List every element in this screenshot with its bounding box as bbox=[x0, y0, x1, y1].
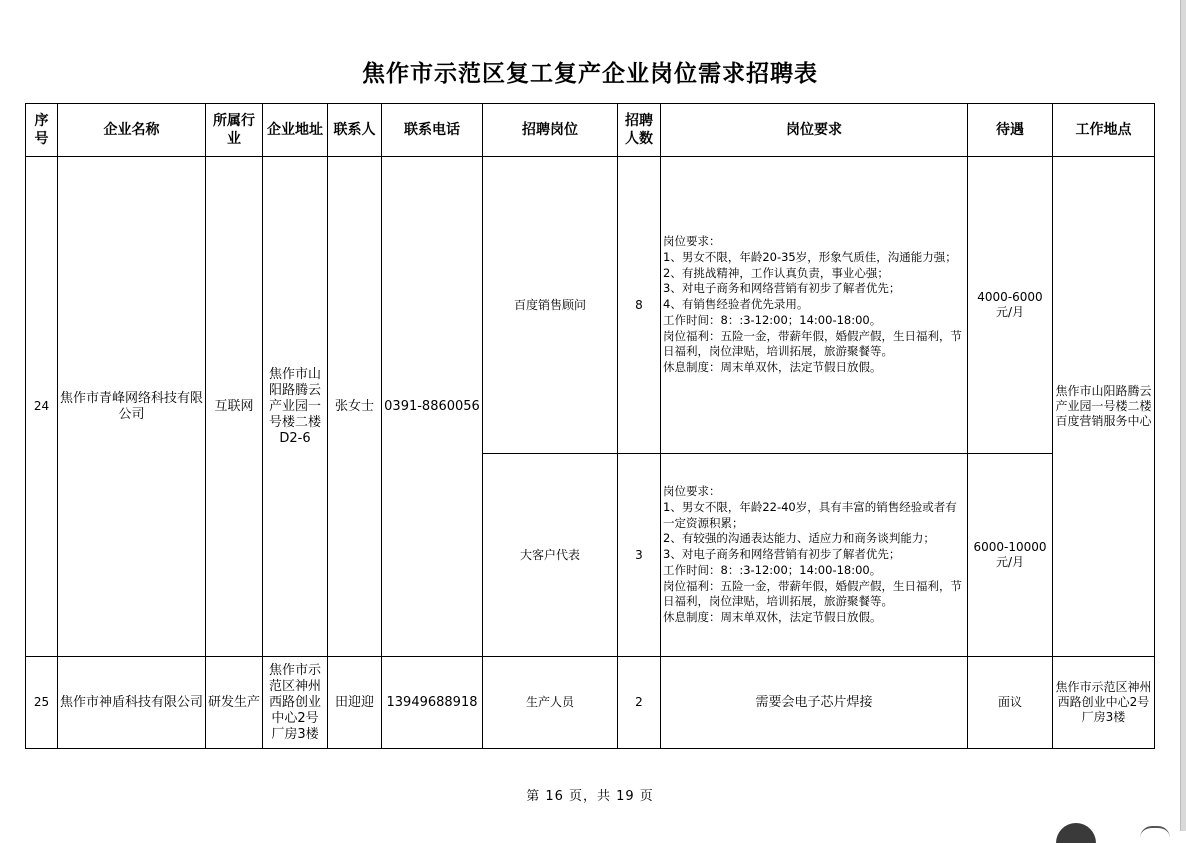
requirement-line: 工作时间：8：:3-12:00；14:00-18:00。 bbox=[663, 312, 882, 327]
header-contact: 联系人 bbox=[328, 104, 382, 157]
contact-phone: 13949688918 bbox=[382, 657, 483, 749]
position-count: 3 bbox=[618, 454, 661, 657]
company-name: 焦作市神盾科技有限公司 bbox=[58, 657, 206, 749]
header-location: 工作地点 bbox=[1053, 104, 1155, 157]
salary: 面议 bbox=[968, 657, 1053, 749]
position-title: 大客户代表 bbox=[483, 454, 618, 657]
requirement-line: 岗位福利：五险一金，带薪年假，婚假产假，生日福利，节日福利，岗位津贴，培训拓展，旅游聚餐等。 bbox=[663, 578, 962, 609]
floating-widget-edge-secondary bbox=[1140, 826, 1170, 838]
work-location: 焦作市山阳路腾云产业园一号楼二楼百度营销服务中心 bbox=[1053, 157, 1155, 657]
contact-person: 田迎迎 bbox=[328, 657, 382, 749]
contact-person: 张女士 bbox=[328, 157, 382, 657]
header-industry: 所属行业 bbox=[206, 104, 263, 157]
industry: 互联网 bbox=[206, 157, 263, 657]
requirement-line: 1、男女不限，年龄20-35岁，形象气质佳，沟通能力强； bbox=[663, 249, 957, 264]
company-address: 焦作市示范区神州西路创业中心2号厂房3楼 bbox=[263, 657, 328, 749]
header-position: 招聘岗位 bbox=[483, 104, 618, 157]
table-row bbox=[26, 657, 1155, 749]
contact-phone: 0391-8860056 bbox=[382, 157, 483, 657]
position-title: 百度销售顾问 bbox=[483, 157, 618, 454]
floating-widget-edge[interactable] bbox=[1056, 823, 1096, 843]
industry: 研发生产 bbox=[206, 657, 263, 749]
position-requirements: 需要会电子芯片焊接 bbox=[661, 657, 968, 749]
salary: 6000-10000元/月 bbox=[968, 454, 1053, 657]
requirement-line: 3、对电子商务和网络营销有初步了解者优先； bbox=[663, 281, 901, 296]
requirement-line: 岗位要求： bbox=[663, 233, 721, 248]
requirement-line: 休息制度：周末单双休，法定节假日放假。 bbox=[663, 610, 882, 625]
header-row bbox=[26, 104, 1155, 157]
requirement-line: 1、男女不限，年龄22-40岁，具有丰富的销售经验或者有一定资源积累； bbox=[663, 499, 957, 530]
header-company: 企业名称 bbox=[58, 104, 206, 157]
position-count: 2 bbox=[618, 657, 661, 749]
position-count: 8 bbox=[618, 157, 661, 454]
table-row bbox=[26, 157, 1155, 454]
position-title: 生产人员 bbox=[483, 657, 618, 749]
window-right-edge bbox=[1180, 0, 1186, 831]
salary: 4000-6000元/月 bbox=[968, 157, 1053, 454]
position-requirements bbox=[661, 157, 968, 454]
recruitment-table bbox=[25, 103, 1155, 749]
requirement-line: 3、对电子商务和网络营销有初步了解者优先； bbox=[663, 547, 901, 562]
position-requirements bbox=[661, 454, 968, 657]
requirement-line: 2、有挑战精神，工作认真负责，事业心强； bbox=[663, 265, 889, 280]
company-name: 焦作市青峰网络科技有限公司 bbox=[58, 157, 206, 657]
requirement-line: 工作时间：8：:3-12:00；14:00-18:00。 bbox=[663, 562, 882, 577]
row-no: 24 bbox=[26, 157, 58, 657]
requirement-line: 岗位福利：五险一金，带薪年假，婚假产假，生日福利，节日福利，岗位津贴，培训拓展，旅游聚餐等。 bbox=[663, 328, 962, 359]
header-salary: 待遇 bbox=[968, 104, 1053, 157]
requirement-line: 休息制度：周末单双休，法定节假日放假。 bbox=[663, 360, 882, 375]
requirement-line: 4、有销售经验者优先录用。 bbox=[663, 297, 809, 312]
row-no: 25 bbox=[26, 657, 58, 749]
header-phone: 联系电话 bbox=[382, 104, 483, 157]
page-number: 第 16 页，共 19 页 bbox=[526, 789, 654, 804]
work-location: 焦作市示范区神州西路创业中心2号厂房3楼 bbox=[1053, 657, 1155, 749]
header-address: 企业地址 bbox=[263, 104, 328, 157]
header-no: 序号 bbox=[26, 104, 58, 157]
page-title: 焦作市示范区复工复产企业岗位需求招聘表 bbox=[362, 61, 818, 87]
header-count: 招聘人数 bbox=[618, 104, 661, 157]
requirement-line: 2、有较强的沟通表达能力、适应力和商务谈判能力； bbox=[663, 531, 935, 546]
header-requirements: 岗位要求 bbox=[661, 104, 968, 157]
company-address: 焦作市山阳路腾云产业园一号楼二楼D2-6 bbox=[263, 157, 328, 657]
requirement-line: 岗位要求： bbox=[663, 483, 721, 498]
